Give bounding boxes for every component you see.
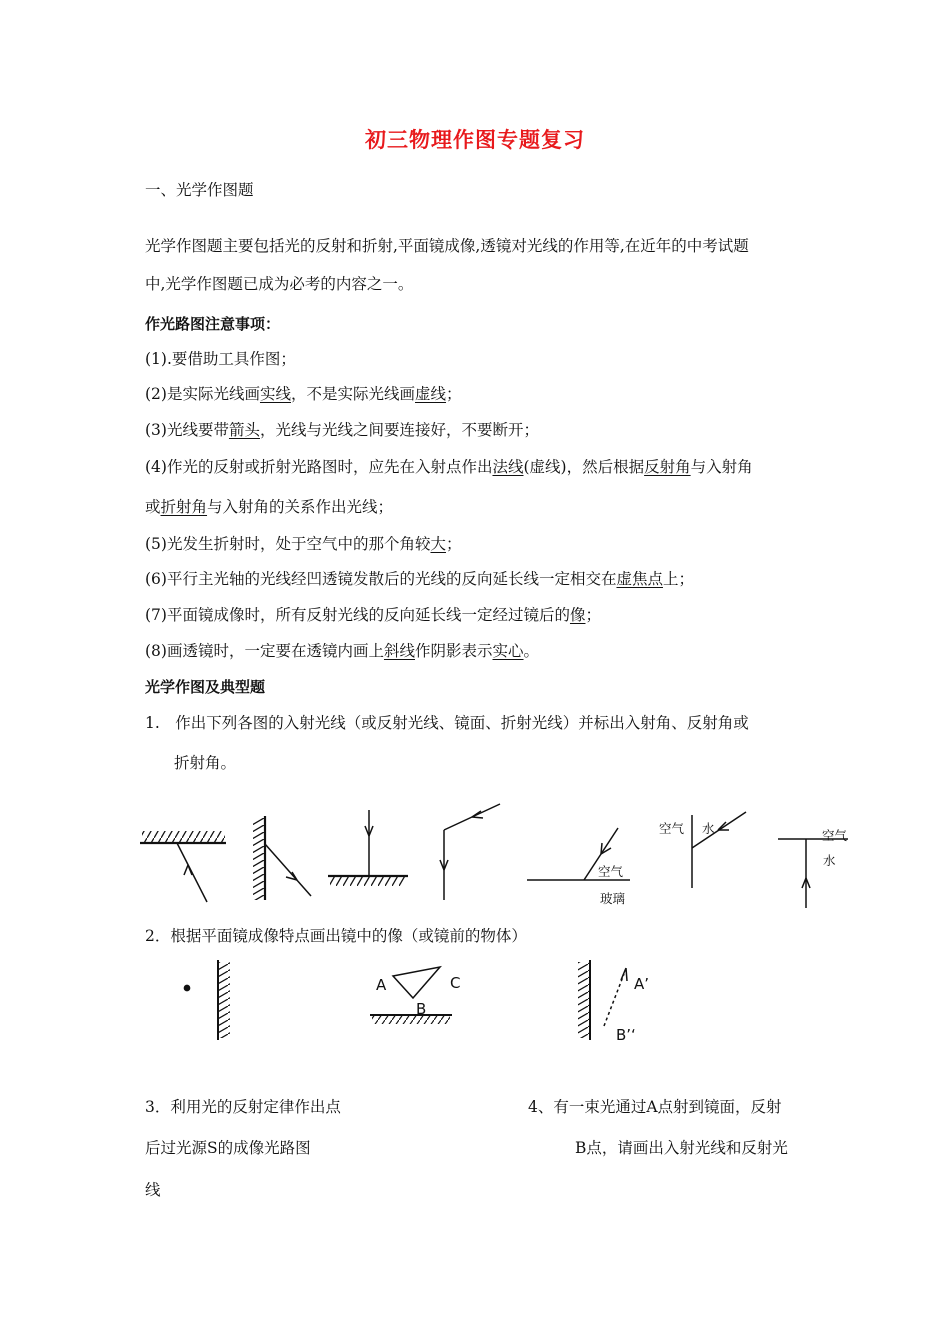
diagram-2-vertical-mirror bbox=[253, 816, 311, 900]
note-text: ； bbox=[445, 535, 462, 553]
note-text: (5)光发生折射时，处于空气中的那个角较 bbox=[145, 535, 431, 553]
label-water-7: 水 bbox=[823, 853, 836, 868]
label-a: A bbox=[376, 976, 387, 994]
question-3-line-1: 3．利用光的反射定律作出点 bbox=[145, 1098, 341, 1116]
keyword-solid-line: 实线 bbox=[259, 385, 291, 403]
label-b: B bbox=[416, 1000, 427, 1018]
diagram-3-horizontal-mirror-normal-ray bbox=[328, 810, 408, 886]
keyword-normal: 法线 bbox=[492, 458, 524, 476]
label-air-5: 空气 bbox=[598, 864, 624, 879]
label-glass: 玻璃 bbox=[600, 891, 626, 906]
question-1-line-2: 折射角。 bbox=[174, 754, 237, 772]
note-text: (虚线)，然后根据 bbox=[523, 458, 645, 476]
question-3-line-3: 线 bbox=[145, 1181, 161, 1199]
label-b-prime: B’‘ bbox=[616, 1026, 636, 1044]
question-4-line-1: 4、有一束光通过A点射到镜面，反射 bbox=[528, 1098, 782, 1116]
note-text: (6)平行主光轴的光线经凹透镜发散后的光线的反向延长线一定相交在 bbox=[145, 570, 617, 588]
notes-heading: 作光路图注意事项： bbox=[145, 315, 281, 333]
keyword-dashed-line: 虚线 bbox=[415, 385, 447, 403]
figure-2-diagrams bbox=[0, 950, 950, 1050]
question-3-line-2: 后过光源S的成像光路图 bbox=[145, 1139, 311, 1157]
note-text: ； bbox=[446, 385, 462, 403]
note-8 bbox=[145, 639, 539, 661]
question-1-line-1: 1. 作出下列各图的入射光线（或反射光线、镜面、折射光线）并标出入射角、反射角或 bbox=[145, 714, 749, 732]
note-text: 作阴影表示 bbox=[414, 642, 493, 660]
label-water-6: 水 bbox=[702, 821, 715, 836]
label-air-6: 空气 bbox=[659, 821, 685, 836]
note-1 bbox=[145, 347, 296, 369]
note-3 bbox=[145, 418, 539, 440]
question-2: 2．根据平面镜成像特点画出镜中的像（或镜前的物体） bbox=[145, 927, 527, 945]
keyword-solid: 实心 bbox=[492, 642, 524, 660]
note-text: (3)光线要带 bbox=[145, 421, 229, 439]
keyword-larger: 大 bbox=[430, 535, 446, 553]
note-2 bbox=[145, 382, 462, 404]
note-6 bbox=[145, 567, 694, 589]
note-5 bbox=[145, 532, 462, 554]
note-text: 与入射角 bbox=[690, 458, 753, 476]
typical-heading: 光学作图及典型题 bbox=[145, 678, 266, 696]
question-4-line-2: B点，请画出入射光线和反射光 bbox=[575, 1139, 788, 1157]
note-text: 上； bbox=[662, 570, 694, 588]
keyword-hatching: 斜线 bbox=[383, 642, 415, 660]
note-text: ，光线与光线之间要连接好，不要断开； bbox=[259, 421, 539, 439]
diagram-point-source-mirror bbox=[184, 960, 230, 1040]
keyword-virtual-focus: 虚焦点 bbox=[616, 570, 663, 588]
intro-line-2: 中,光学作图题已成为必考的内容之一。 bbox=[145, 275, 414, 293]
note-text: (8)画透镜时，一定要在透镜内画上 bbox=[145, 642, 384, 660]
note-text: 与入射角的关系作出光线； bbox=[207, 498, 394, 516]
figure-1-diagrams bbox=[0, 790, 950, 915]
label-air-7: 空气 bbox=[822, 828, 848, 843]
label-c: C bbox=[450, 974, 461, 992]
keyword-image: 像 bbox=[569, 606, 586, 624]
note-text: 或 bbox=[145, 498, 161, 516]
section-heading: 一、光学作图题 bbox=[145, 181, 254, 199]
note-7 bbox=[145, 603, 601, 625]
diagram-6-air-water-vertical bbox=[692, 812, 746, 888]
note-text: ； bbox=[585, 606, 601, 624]
note-text: 。 bbox=[523, 642, 540, 660]
intro-line-1: 光学作图题主要包括光的反射和折射,平面镜成像,透镜对光线的作用等,在近年的中考试题 bbox=[145, 237, 749, 255]
keyword-refraction-angle: 折射角 bbox=[160, 498, 208, 516]
note-4b bbox=[145, 495, 393, 517]
diagram-4-bent-ray bbox=[440, 804, 500, 900]
label-s: S bbox=[179, 995, 180, 996]
keyword-arrow: 箭头 bbox=[228, 421, 260, 439]
note-4 bbox=[145, 455, 753, 477]
diagram-1-horizontal-mirror bbox=[140, 831, 226, 902]
keyword-reflection-angle: 反射角 bbox=[644, 458, 691, 476]
note-text: (1).要借助工具作图； bbox=[145, 350, 296, 368]
note-text: (4)作光的反射或折射光路图时，应先在入射点作出 bbox=[145, 458, 493, 476]
note-text: (7)平面镜成像时，所有反射光线的反向延长线一定经过镜后的 bbox=[145, 606, 570, 624]
diagram-7-air-water-horizontal bbox=[778, 839, 848, 908]
page-title: 初三物理作图专题复习 bbox=[365, 128, 585, 152]
note-text: (2)是实际光线画 bbox=[145, 385, 260, 403]
label-a-prime: A’ bbox=[634, 975, 650, 993]
note-text: ，不是实际光线画 bbox=[290, 385, 415, 403]
